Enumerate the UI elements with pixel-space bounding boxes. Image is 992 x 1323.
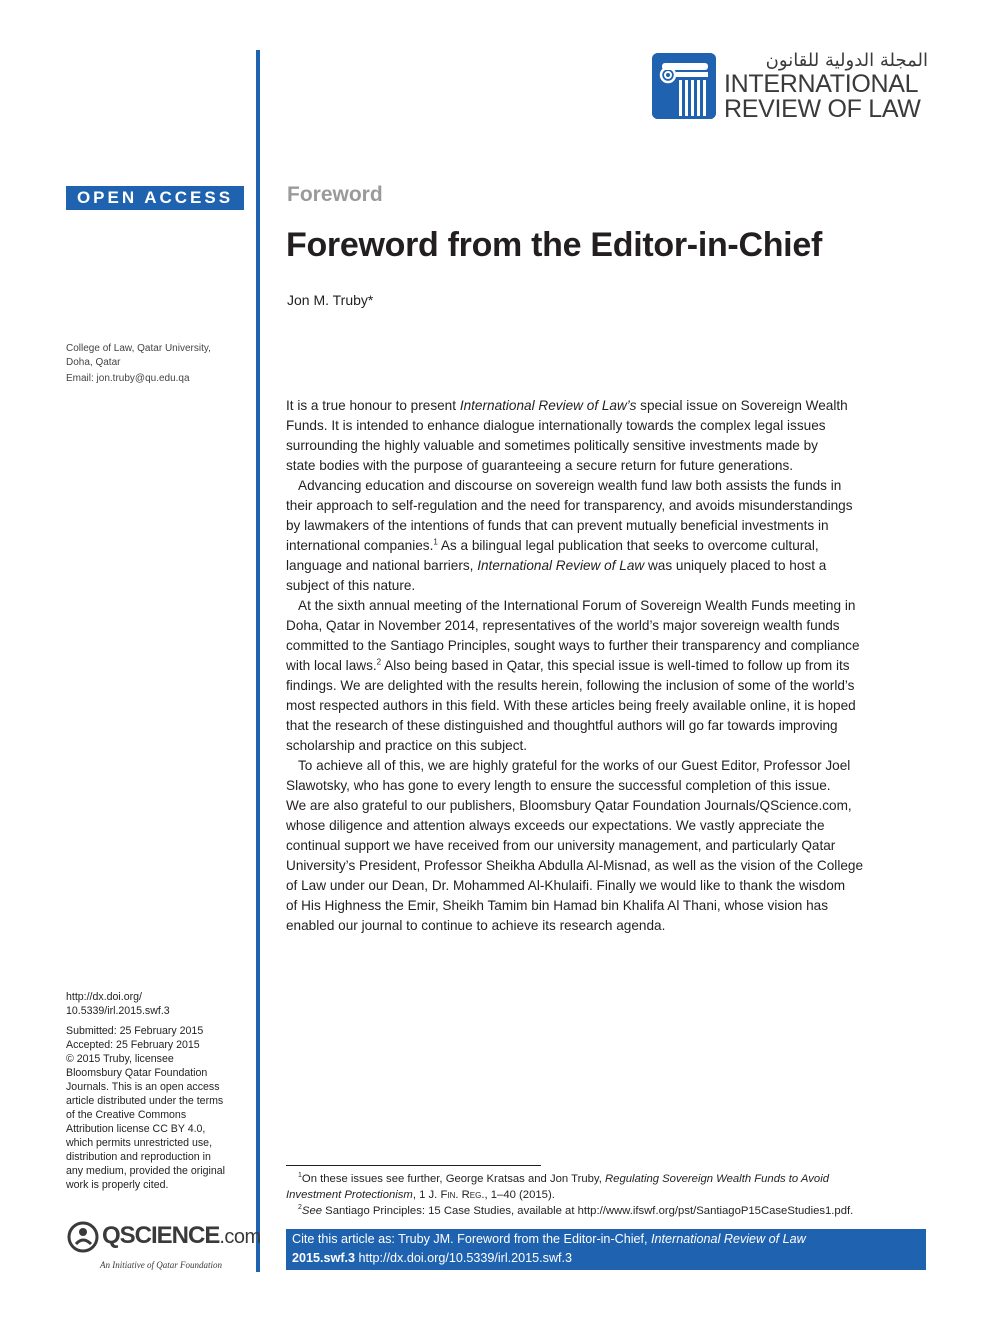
column-emblem-icon bbox=[652, 53, 716, 119]
article-body bbox=[286, 396, 916, 936]
license-line: Attribution license CC BY 4.0, bbox=[66, 1123, 206, 1135]
footnote-ref[interactable]: 1 bbox=[433, 537, 438, 547]
license-line: © 2015 Truby, licensee bbox=[66, 1053, 174, 1065]
citation-line: 2015.swf.3 http://dx.doi.org/10.5339/irl.2015.swf.3 bbox=[292, 1251, 573, 1265]
footnote-1-cont: Investment Protectionism, 1 J. Fin. Reg., 1–40 (2015). bbox=[286, 1189, 555, 1201]
body-line: subject of this nature. bbox=[286, 578, 416, 593]
author-name: Jon M. Truby* bbox=[287, 292, 374, 308]
submitted-date: Submitted: 25 February 2015 bbox=[66, 1025, 204, 1037]
vertical-rule bbox=[256, 50, 260, 1272]
doi-link[interactable]: 10.5339/irl.2015.swf.3 bbox=[66, 1005, 170, 1017]
license-line: work is properly cited. bbox=[66, 1179, 169, 1191]
license-line: article distributed under the terms bbox=[66, 1095, 224, 1107]
body-line: To achieve all of this, we are highly grateful for the works of our Guest Editor, Professor Joel bbox=[298, 758, 851, 773]
body-line: whose diligence and attention always exceeds our expectations. We vastly appreciate the bbox=[286, 818, 825, 833]
body-line: Slawotsky, who has gone to every length to ensure the successful completion of this issue. bbox=[286, 778, 831, 793]
body-line: that the research of these distinguished and thoughtful authors will go far towards improving bbox=[286, 718, 838, 733]
body-line: their approach to self-regulation and the need for transparency, and avoids misunderstandings bbox=[286, 498, 853, 513]
qscience-q-icon bbox=[66, 1220, 100, 1254]
logo-title-line2: REVIEW OF LAW bbox=[724, 95, 921, 123]
logo-arabic-title: المجلة الدولية للقانون bbox=[765, 50, 928, 71]
body-line: Advancing education and discourse on sovereign wealth fund law both assists the funds in bbox=[298, 478, 842, 493]
body-line: language and national barriers, International Review of Law was uniquely placed to host a bbox=[286, 558, 827, 573]
footnotes bbox=[286, 1171, 926, 1219]
body-line: It is a true honour to present International Review of Law’s special issue on Sovereign Wealth bbox=[286, 398, 848, 413]
qscience-tagline: An Initiative of Qatar Foundation bbox=[100, 1260, 222, 1270]
body-line: committed to the Santiago Principles, sought ways to further their transparency and compliance bbox=[286, 638, 860, 653]
body-line: University’s President, Professor Sheikha Abdulla Al-Misnad, as well as the vision of the College bbox=[286, 858, 864, 873]
body-line: enabled our journal to continue to achieve its research agenda. bbox=[286, 918, 666, 933]
citation-doi-link[interactable]: http://dx.doi.org/10.5339/irl.2015.swf.3 bbox=[355, 1251, 573, 1265]
license-line: Bloomsbury Qatar Foundation bbox=[66, 1067, 208, 1079]
article-metadata bbox=[66, 990, 251, 1192]
body-line: Doha, Qatar in November 2014, representatives of the world’s major sovereign wealth funds bbox=[286, 618, 840, 633]
license-line: of the Creative Commons bbox=[66, 1109, 187, 1121]
license-line: any medium, provided the original bbox=[66, 1165, 225, 1177]
body-line: We are also grateful to our publishers, Bloomsbury Qatar Foundation Journals/QScience.com, bbox=[286, 798, 852, 813]
license-line: which permits unrestricted use, bbox=[66, 1137, 213, 1149]
author-email: Email: jon.truby@qu.edu.qa bbox=[66, 373, 190, 384]
footnote-rule bbox=[286, 1165, 541, 1166]
body-line: international companies.$^1$ As a bilingual legal publication that seeks to overcome cultural, bbox=[286, 537, 819, 553]
article-title: Foreword from the Editor-in-Chief bbox=[286, 226, 822, 264]
citation-line: Cite this article as: Truby JM. Foreword from the Editor-in-Chief, International Review of Law bbox=[292, 1232, 806, 1246]
body-line: scholarship and practice on this subject. bbox=[286, 738, 528, 753]
doi-link[interactable]: http://dx.doi.org/ bbox=[66, 991, 142, 1003]
body-line: surrounding the highly valuable and sometimes politically sensitive investments made by bbox=[286, 438, 818, 453]
license-line: distribution and reproduction in bbox=[66, 1151, 211, 1163]
body-line: state bodies with the purpose of guaranteeing a secure return for future generations. bbox=[286, 458, 794, 473]
qscience-logo bbox=[66, 1218, 261, 1273]
affiliation-line: College of Law, Qatar University, bbox=[66, 343, 211, 354]
body-line: most respected authors in this field. With these articles being freely available online, it is hoped bbox=[286, 698, 856, 713]
affiliation-line: Doha, Qatar bbox=[66, 356, 121, 368]
journal-logo bbox=[652, 50, 942, 125]
body-line: of His Highness the Emir, Sheikh Tamim bin Hamad bin Khalifa Al Thani, whose vision has bbox=[286, 898, 829, 913]
body-line: by lawmakers of the intentions of funds that can prevent mutually beneficial investments in bbox=[286, 518, 829, 533]
footnote-ref[interactable]: 2 bbox=[376, 657, 382, 667]
body-line: At the sixth annual meeting of the International Forum of Sovereign Wealth Funds meeting in bbox=[298, 598, 856, 613]
body-line: continual support we have received from our university management, and particularly Qatar bbox=[286, 838, 836, 853]
section-label: Foreword bbox=[287, 183, 383, 206]
author-affiliation bbox=[66, 342, 246, 386]
body-line: of Law under our Dean, Dr. Mohammed Al-Khulaifi. Finally we would like to thank the wisdom bbox=[286, 878, 846, 893]
logo-title-line1: INTERNATIONAL bbox=[724, 70, 919, 98]
body-line: findings. We are delighted with the results herein, following the inclusion of some of the world’s bbox=[286, 678, 855, 693]
qscience-wordmark: QSCIENCE.com bbox=[102, 1222, 261, 1249]
citation-box bbox=[286, 1229, 926, 1270]
footnote-1: $^1$On these issues see further, George Kratsas and Jon Truby, Regulating Sovereign Wealth Funds to Avoid bbox=[298, 1172, 829, 1185]
body-line: Funds. It is intended to enhance dialogue internationally towards the complex legal issues bbox=[286, 418, 826, 433]
footnote-2: $^2$See Santiago Principles: 15 Case Studies, available at http://www.ifswf.org/pst/SantiagoP15CaseStudies1.pdf. bbox=[298, 1204, 854, 1217]
license-line: Journals. This is an open access bbox=[66, 1081, 220, 1093]
body-line: with local laws.$^2$ Also being based in Qatar, this special issue is well-timed to follow up from its bbox=[286, 657, 850, 673]
open-access-badge: OPEN ACCESS bbox=[66, 186, 244, 210]
accepted-date: Accepted: 25 February 2015 bbox=[66, 1039, 200, 1051]
